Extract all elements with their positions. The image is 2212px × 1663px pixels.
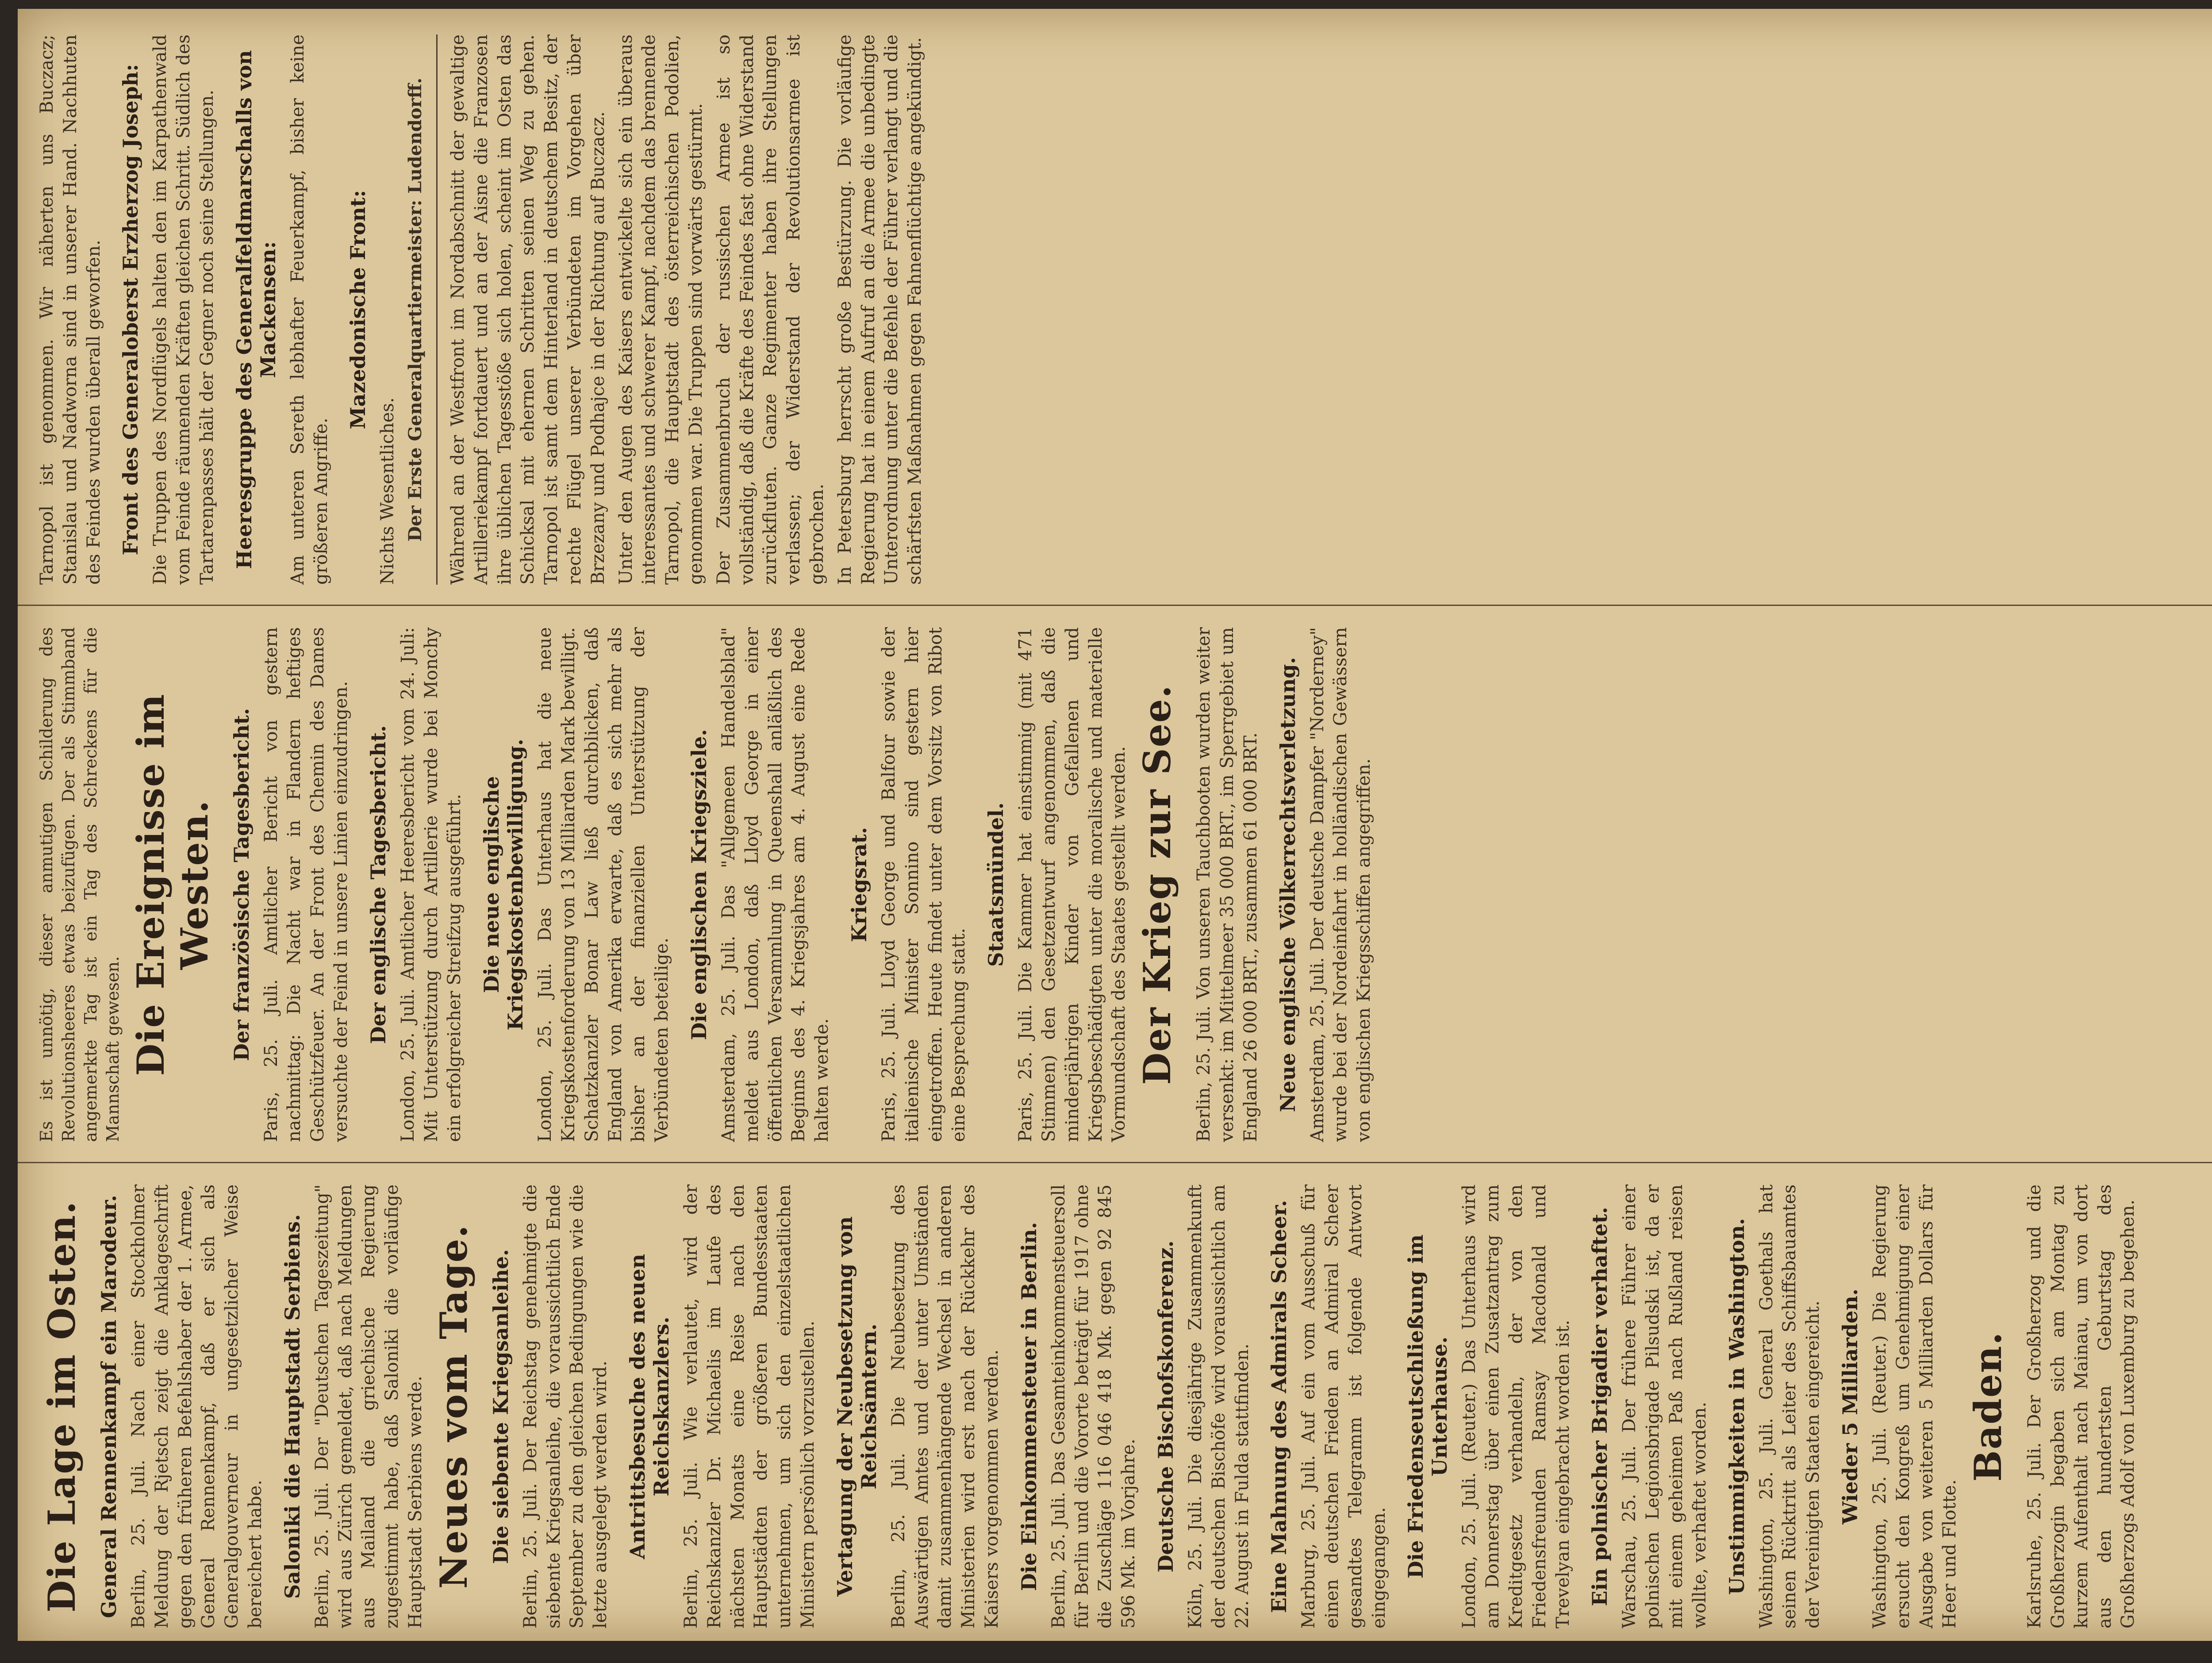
column-westen	[18, 615, 2212, 1154]
column-news	[18, 1172, 2212, 1641]
neues-subheading: Vertagung der Neubesetzung von Reichsämtern.	[833, 1216, 881, 1597]
front-subheading: Front des Generaloberst Erzherzog Joseph:	[119, 64, 143, 556]
krieg-paragraph: Berlin, 25. Juli. Von unseren Tauchbooten wurden weiter versenkt: im Mittelmeer 35 000 BRT., im Sperrgebiet um England 26 000 BRT., zusammen 61 000 BRT.	[1194, 627, 1261, 1142]
westen-subheading: Staatsmündel.	[984, 802, 1008, 967]
krieg-zur-see-title: Der Krieg zur See.	[1135, 684, 1179, 1085]
neues-paragraph: Berlin, 25. Juli. Der Reichstag genehmigte die siebente Kriegsanleihe, die voraussichtlich Ende September zu den gleichen Bedingungen wie die letzte ausgelegt werden wird.	[520, 1184, 611, 1629]
neues-paragraph: Marburg, 25. Juli. Auf ein vom Ausschuß für einen deutschen Frieden an Admiral Scheer gesandtes Telegramm ist folgende Antwort eingegangen.	[1298, 1184, 1389, 1629]
westen-paragraph: Paris, 25. Juli. Lloyd George und Balfour sowie der italienische Minister Sonnino sind gestern hier eingetroffen. Heute findet unter dem Vorsitz von Ribot eine Besprechung statt.	[878, 627, 969, 1142]
westen-intro: Es ist unnötig, dieser anmutigen Schilderung des Revolutionsheeres etwas beizufügen. Der als Stimmband angemerkte Tag ist ein Tag des Schreckens für die Mannschaft gewesen.	[37, 627, 123, 1142]
front-paragraph: Unter den Augen des Kaisers entwickelte sich ein überaus interessantes und schwerer Kampf, nachdem das brennende Tarnopol, die Hauptstadt des österreichischen Podolien, genommen war. Die Truppen sind vorwärts gestürmt.	[615, 34, 706, 585]
neues-paragraph: Warschau, 25. Juli. Der frühere Führer einer polnischen Legionsbrigade Pilsudski ist, da er mit einem geheimen Paß nach Rußland reisen wollte, verhaftet worden.	[1619, 1184, 1710, 1629]
westen-subheading: Die neue englische Kriegskostenbewilligung.	[480, 739, 528, 1031]
osten-paragraph: Berlin, 25. Juli. Nach einer Stockholmer Meldung der Rjetsch zeigt die Anklageschrift gegen den früheren Befehlshaber der 1. Armee, General Rennenkampf, daß er sich als Generalgouverneur in ungesetzlicher Weise bereichert habe.	[128, 1184, 265, 1629]
westen-subheading: Der französische Tagesbericht.	[229, 708, 253, 1061]
rotated-content	[18, 9, 2212, 1641]
osten-paragraph: Berlin, 25. Juli. Der "Deutschen Tageszeitung" wird aus Zürich gemeldet, daß nach Meldungen aus Mailand die griechische Regierung zugestimmt habe, daß Saloniki die vorläufige Hauptstadt Serbiens werde.	[311, 1184, 426, 1629]
section-rule	[436, 34, 438, 585]
front-signature: Der Erste Generalquartiermeister: Ludendorff.	[405, 77, 426, 542]
front-paragraph: Am unteren Sereth lebhafter Feuerkampf, bisher keine größeren Angriffe.	[287, 34, 331, 585]
baden-paragraph: Karlsruhe, 25. Juli. Der Großherzog und die Großherzogin begaben sich am Montag zu kurzem Aufenthalt nach Mainau, um von dort aus den hundertsten Geburtstag des Großherzogs Adolf von Luxemburg zu begehen.	[2024, 1184, 2139, 1629]
westen-subheading: Kriegsrat.	[847, 827, 871, 943]
front-paragraph: Die Truppen des Nordflügels halten den im Karpathenwald vom Feinde räumenden Kräften gleichen Schritt. Südlich des Tartarenpasses hält der Gegner noch seine Stellungen.	[150, 34, 217, 585]
front-paragraph: Der Zusammenbruch der russischen Armee ist so vollständig, daß die Kräfte des Feindes fast ohne Widerstand zurückfluten. Ganze Regimenter haben ihre Stellungen verlassen; der Widerstand der Revolutionsarmee ist gebrochen.	[713, 34, 827, 585]
osten-subheading: Saloniki die Hauptstadt Serbiens.	[280, 1214, 304, 1599]
westen-subheading: Die englischen Kriegsziele.	[687, 729, 711, 1040]
neues-paragraph: Berlin, 25. Juli. Die Neubesetzung des Auswärtigen Amtes und der unter Umständen damit zusammenhängende Wechsel in anderen Ministerien wird erst nach der Rückkehr des Kaisers vorgenommen werden.	[888, 1184, 1002, 1629]
westen-paragraph: Paris, 25. Juli. Die Kammer hat einstimmig (mit 471 Stimmen) den Gesetzentwurf angenommen, daß die minderjährigen Kinder von Gefallenen und Kriegsbeschädigten unter die moralische und materielle Vormundschaft des Staates gestellt werden.	[1015, 627, 1129, 1142]
westen-paragraph: Amsterdam, 25. Juli. Das "Allgemeen Handelsblad" meldet aus London, daß Lloyd George in einer öffentlichen Versammlung in Queenshall anläßlich des Beginns des 4. Kriegsjahres am 4. August eine Rede halten werde.	[718, 627, 833, 1142]
neues-subheading: Die Einkommensteuer in Berlin.	[1017, 1222, 1041, 1591]
westen-title: Die Ereignisse im Westen.	[128, 693, 216, 1076]
osten-subheading: General Rennenkampf ein Marodeur.	[97, 1195, 121, 1618]
krieg-subheading: Neue englische Völkerrechtsverletzung.	[1275, 657, 1300, 1112]
neues-paragraph: London, 25. Juli. (Reuter.) Das Unterhaus wird am Donnerstag über einen Zusatzantrag zum Kreditgesetz verhandeln, der von den Friedensfreunden Ramsay Macdonald und Trevelyan eingebracht worden ist.	[1459, 1184, 1573, 1629]
krieg-paragraph: Amsterdam, 25. Juli. Der deutsche Dampfer "Norderney" wurde bei der Nordeinfahrt in holländischen Gewässern von englischen Kriegsschiffen angegriffen.	[1307, 627, 1375, 1142]
newspaper-page	[18, 9, 2212, 1641]
baden-title: Baden.	[1966, 1331, 2010, 1482]
front-paragraph: Nichts Wesentliches.	[377, 397, 398, 585]
neues-paragraph: Berlin, 25. Juli. Das Gesamteinkommensteuersoll für Berlin und die Vororte beträgt für 1917 ohne die Zuschläge 116 046 418 Mk. gegen 92 845 596 Mk. im Vorjahre.	[1048, 1184, 1139, 1629]
westen-paragraph: Paris, 25. Juli. Amtlicher Bericht von gestern nachmittag: Die Nacht war in Flandern heftiges Geschützfeuer. An der Front des Chemin des Dames versuchte der Feind in unsere Linien einzudringen.	[261, 627, 352, 1142]
front-subheading: Heeresgruppe des Generalfeldmarschalls von Mackensen:	[232, 50, 280, 569]
westen-paragraph: London, 25. Juli. Amtlicher Heeresbericht vom 24. Juli: Mit Unterstützung durch Artillerie wurde bei Monchy ein erfolgreicher Streifzug ausgeführt.	[397, 627, 465, 1142]
column-rule	[18, 1162, 2212, 1163]
front-paragraph: In Petersburg herrscht große Bestürzung. Die vorläufige Regierung hat in einem Aufruf an die Armee die unbedingte Unterordnung unter die Befehle der Führer verlangt und die schärfsten Maßnahmen gegen Fahnenflüchtige angekündigt.	[834, 34, 926, 585]
neues-subheading: Die siebente Kriegsanleihe.	[488, 1249, 513, 1564]
neues-subheading: Die Friedenseutschließung im Unterhause.	[1404, 1234, 1452, 1579]
neues-subheading: Wieder 5 Milliarden.	[1838, 1288, 1863, 1525]
front-subheading: Mazedonische Front:	[346, 190, 370, 429]
column-rule	[18, 605, 2212, 606]
neues-subheading: Unstimmigkeiten in Washington.	[1724, 1218, 1749, 1595]
neues-paragraph: Washington, 25. Juli. (Reuter.) Die Regierung ersucht den Kongreß um Genehmigung einer Ausgabe von weiteren 5 Milliarden Dollars für Heer und Flotte.	[1870, 1184, 1960, 1629]
neues-paragraph: Berlin, 25. Juli. Wie verlautet, wird der Reichskanzler Dr. Michaelis im Laufe des nächsten Monats eine Reise nach den Hauptstädten der größeren Bundesstaaten unternehmen, um sich den einzelstaatlichen Ministern persönlich vorzustellen.	[680, 1184, 818, 1629]
neues-subheading: Ein polnischer Brigadier verhaftet.	[1588, 1207, 1612, 1606]
front-paragraph: Während an der Westfront im Nordabschnitt der gewaltige Artilleriekampf fortdauert und an der Aisne die Franzosen ihre üblichen Tagesstöße sich holen, scheint im Osten das Schicksal mit ehernen Schritten seinen Weg zu gehen. Tarnopol ist samt dem Hinterland in deutschem Besitz, der rechte Flügel unserer Verbündeten im Vorgehen über Brzezany und Podhajce in der Richtung auf Buczacz.	[447, 34, 608, 585]
neues-paragraph: Köln, 25. Juli. Die diesjährige Zusammenkunft der deutschen Bischöfe wird voraussichtlich am 22. August in Fulda stattfinden.	[1185, 1184, 1252, 1629]
westen-paragraph: London, 25. Juli. Das Unterhaus hat die neue Kriegskostenforderung von 13 Milliarden Mark bewilligt. Schatzkanzler Bonar Law ließ durchblicken, daß England von Amerika erwarte, daß es sich mehr als bisher an der finanziellen Unterstützung der Verbündeten beteilige.	[535, 627, 672, 1142]
column-front	[18, 22, 2212, 597]
front-paragraph: Tarnopol ist genommen. Wir näherten uns Buczacz; Stanislau und Nadworna sind in unserer Hand. Nachhuten des Feindes wurden überall geworfen.	[37, 34, 104, 585]
osten-title: Die Lage im Osten.	[40, 1200, 84, 1613]
westen-subheading: Der englische Tagesbericht.	[366, 725, 390, 1044]
neues-paragraph: Washington, 25. Juli. General Goethals hat seinen Rücktritt als Leiter des Schiffsbauamtes der Vereinigten Staaten eingereicht.	[1756, 1184, 1824, 1629]
neues-subheading: Eine Mahnung des Admirals Scheer.	[1267, 1200, 1291, 1613]
neues-subheading: Antrittsbesuche des neuen Reichskanzlers.	[625, 1253, 673, 1560]
neues-title: Neues vom Tage.	[431, 1224, 476, 1589]
neues-subheading: Deutsche Bischofskonferenz.	[1153, 1240, 1178, 1573]
